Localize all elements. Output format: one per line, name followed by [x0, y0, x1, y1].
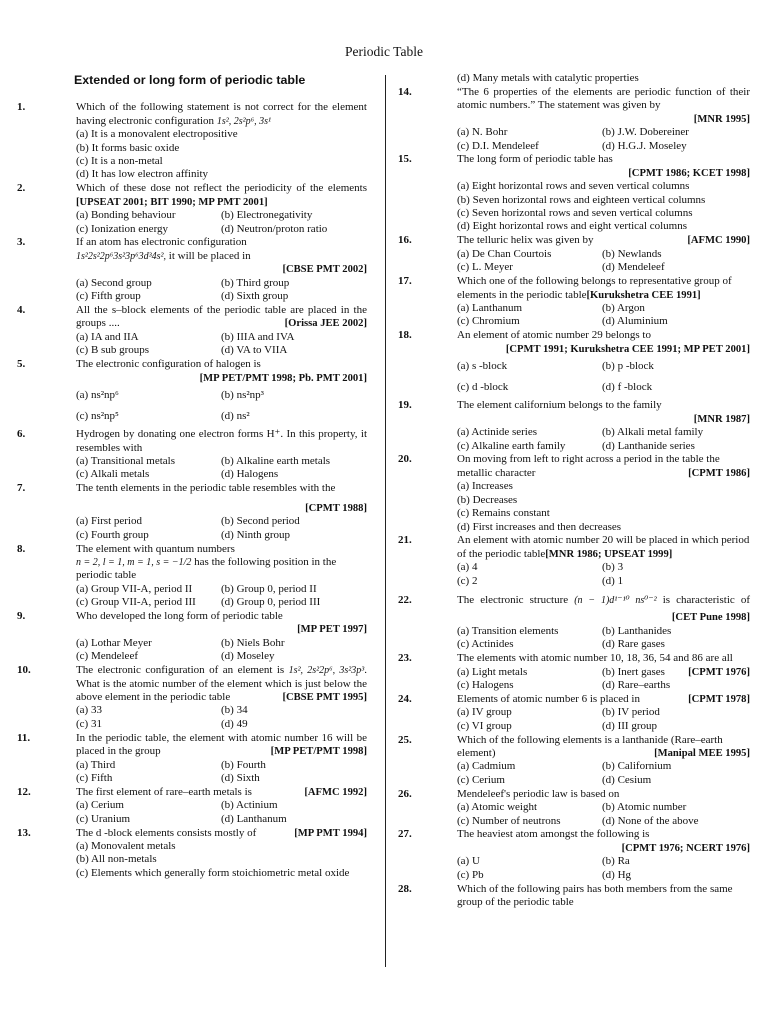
- option-c[interactable]: (c) L. Meyer: [457, 261, 513, 274]
- options: [76, 583, 367, 610]
- question-text: [457, 234, 750, 247]
- question-stem: An element with atomic number 20 will be placed in which period of the periodic table: [457, 534, 750, 560]
- option-b[interactable]: (b) Argon: [602, 301, 645, 314]
- question-5: [17, 358, 367, 428]
- question-7: [17, 482, 367, 542]
- question-formula: n = 2, l = 1, m = 1, s = −1/2: [76, 556, 192, 568]
- option-b[interactable]: (b) Actinium: [221, 799, 278, 812]
- question-text: [457, 788, 750, 801]
- option-b[interactable]: (b) Alkaline earth metals: [221, 455, 331, 468]
- question-source: [MNR 1986; UPSEAT 1999]: [545, 548, 673, 560]
- options: [76, 704, 367, 731]
- option-d[interactable]: (d) Sixth group: [221, 290, 289, 303]
- option-c[interactable]: (c) Seven horizontal rows and seven vertical columns: [457, 207, 693, 220]
- question-number: 28.: [398, 882, 412, 895]
- option-a[interactable]: (a) 33: [76, 704, 102, 717]
- question-formula: 1s², 2s²2p⁶, 3s²3p³: [288, 665, 365, 677]
- question-stem: Who developed the long form of periodic table: [76, 610, 283, 623]
- option-b[interactable]: (b) Second period: [221, 515, 300, 528]
- question-3: [17, 236, 367, 303]
- question-stem: The electronic configuration of an element is: [76, 664, 285, 677]
- option-b[interactable]: (b) Californium: [602, 760, 672, 773]
- options: [457, 561, 750, 588]
- option-b[interactable]: (b) IIIA and IVA: [221, 330, 295, 343]
- option-a[interactable]: (a) Transitional metals: [76, 455, 175, 468]
- page-title: Periodic Table: [345, 44, 423, 59]
- question-source: [CPMT 1986; KCET 1998]: [628, 167, 750, 179]
- question-formula: 1s²2s²2p⁶3s²3p⁶3d³4s²,: [76, 250, 167, 262]
- question-source: [Orissa JEE 2002]: [284, 318, 367, 330]
- option-c[interactable]: (c) Fifth: [76, 771, 113, 784]
- option-b[interactable]: (b) Seven horizontal rows and eighteen vertical columns: [457, 193, 706, 206]
- option-c[interactable]: (c) Uranium: [76, 812, 131, 825]
- option-b[interactable]: (b) Newlands: [602, 247, 662, 260]
- option-b[interactable]: (b) Inert gases: [602, 665, 665, 678]
- option-d[interactable]: (d) First increases and then decreases: [457, 520, 622, 533]
- option-c[interactable]: (c) Actinides: [457, 638, 514, 651]
- question-stem: The element with quantum numbers: [76, 542, 235, 555]
- question-number: 2.: [17, 182, 26, 195]
- question-source: [MNR 1987]: [693, 413, 750, 425]
- question-number: 11.: [17, 731, 31, 744]
- question-21: [398, 534, 750, 588]
- option-c[interactable]: (c) Chromium: [457, 315, 520, 328]
- options: [457, 302, 750, 329]
- option-a[interactable]: (a) ns²np⁶: [76, 388, 119, 401]
- question-14: [398, 86, 750, 153]
- question-number: 18.: [398, 329, 412, 342]
- question-24: [398, 693, 750, 733]
- option-a[interactable]: (a) Increases: [457, 480, 513, 493]
- options: [457, 760, 750, 787]
- question-stem: The telluric helix was given by: [457, 234, 594, 247]
- question-source: [MP PET 1997]: [297, 624, 367, 636]
- question-source: [MP PET/PMT 1998; Pb. PMT 2001]: [199, 372, 367, 384]
- question-stem-cont: . What is the atomic number of the element which is just below the above element in the periodic table: [76, 664, 367, 703]
- options: [457, 706, 750, 733]
- question-13: [17, 827, 367, 881]
- options: [457, 356, 750, 399]
- question-19: [398, 399, 750, 453]
- options: [76, 840, 367, 880]
- option-a[interactable]: (a) IA and IIA: [76, 330, 139, 343]
- option-a[interactable]: (a) Lothar Meyer: [76, 636, 152, 649]
- question-28: [398, 883, 750, 910]
- option-d[interactable]: (d) H.G.J. Moseley: [602, 139, 687, 152]
- question-number: 24.: [398, 692, 412, 705]
- option-b[interactable]: (b) Lanthanides: [602, 624, 672, 637]
- question-text: [457, 883, 750, 910]
- question-text: [76, 543, 367, 583]
- question-stem: The first element of rare–earth metals is: [76, 785, 252, 798]
- question-number: 15.: [398, 153, 412, 166]
- option-d[interactable]: (d) Rare–earths: [602, 678, 671, 691]
- question-26: [398, 788, 750, 828]
- option-d[interactable]: (d) Sixth: [221, 771, 260, 784]
- question-stem: The heaviest atom amongst the following is: [457, 828, 650, 841]
- option-c[interactable]: (c) D.I. Mendeleef: [457, 139, 539, 152]
- option-d[interactable]: (d) Moseley: [221, 650, 275, 663]
- options: [76, 385, 367, 428]
- question-formula: (n − 1)d¹⁻¹⁰ ns⁰⁻²: [574, 595, 657, 607]
- option-d[interactable]: (d) Lanthanide series: [602, 439, 695, 452]
- question-number: 21.: [398, 534, 412, 547]
- option-b[interactable]: (b) J.W. Dobereiner: [602, 126, 689, 139]
- option-a[interactable]: (a) Monovalent metals: [76, 839, 176, 852]
- question-number: 17.: [398, 275, 412, 288]
- question-4: [17, 304, 367, 358]
- question-number: 13.: [17, 826, 31, 839]
- question-source: [CPMT 1976; NCERT 1976]: [621, 842, 750, 854]
- question-text: [457, 399, 750, 426]
- options: [76, 455, 367, 482]
- question-source: [Manipal MEE 1995]: [654, 748, 750, 759]
- option-c[interactable]: (c) It is a non-metal: [76, 155, 163, 168]
- question-stem: The tenth elements in the periodic table resembles with the: [76, 482, 336, 495]
- option-d[interactable]: (d) Cesium: [602, 773, 652, 786]
- question-number: 3.: [17, 236, 26, 249]
- question-25: [398, 734, 750, 788]
- question-text: [457, 329, 750, 356]
- question-stem: Mendeleef's periodic law is based on: [457, 787, 620, 800]
- question-stem: Elements of atomic number 6 is placed in: [457, 692, 640, 705]
- option-d[interactable]: (d) Rare gases: [602, 638, 665, 651]
- option-a[interactable]: (a) Eight horizontal rows and seven vertical columns: [457, 180, 690, 193]
- option-d[interactable]: (d) ns²: [221, 410, 250, 423]
- option-b[interactable]: (b) Atomic number: [602, 801, 687, 814]
- question-stem: Which one of the following belongs to representative group of elements in the periodic table: [457, 275, 732, 301]
- question-text: [457, 153, 750, 180]
- question-text: [76, 482, 367, 515]
- option-b[interactable]: (b) Alkali metal family: [602, 426, 704, 439]
- question-text: [76, 827, 367, 840]
- option-b[interactable]: (b) IV period: [602, 706, 660, 719]
- question-number: 16.: [398, 234, 412, 247]
- question-16: [398, 234, 750, 274]
- question-source: [CPMT 1978]: [688, 693, 750, 705]
- option-a[interactable]: (a) It is a monovalent electropositive: [76, 128, 238, 141]
- options: [457, 625, 750, 652]
- option-d[interactable]: (d) VA to VIIA: [221, 344, 288, 357]
- question-text: [457, 453, 750, 480]
- option-d[interactable]: (d) Many metals with catalytic properties: [457, 72, 639, 84]
- question-number: 4.: [17, 304, 26, 316]
- question-text: [457, 86, 750, 126]
- option-b[interactable]: (b) ns²np³: [221, 388, 264, 401]
- option-d[interactable]: (d) Aluminium: [602, 315, 668, 328]
- question-number: 1.: [17, 101, 26, 114]
- options: [457, 72, 750, 85]
- question-stem: All the s–block elements of the periodic table are placed in the groups ....: [76, 304, 367, 330]
- question-source: [CPMT 1988]: [305, 502, 367, 514]
- option-c[interactable]: (c) Group VII-A, period III: [76, 596, 196, 609]
- question-number: 8.: [17, 542, 26, 555]
- option-d[interactable]: (d) Ninth group: [221, 528, 291, 541]
- option-c[interactable]: (c) Elements which generally form stoichiometric metal oxide: [76, 866, 350, 879]
- question-2: [17, 182, 367, 236]
- option-a[interactable]: (a) Lanthanum: [457, 301, 523, 314]
- question-number: 27.: [398, 828, 412, 841]
- question-10: [17, 664, 367, 731]
- question-text: [76, 732, 367, 759]
- option-a[interactable]: (a) Bonding behaviour: [76, 209, 176, 222]
- options: [76, 515, 367, 542]
- option-a[interactable]: (a) Transition elements: [457, 624, 559, 637]
- question-number: 6.: [17, 428, 26, 441]
- option-d[interactable]: (d) Neutron/proton ratio: [221, 222, 328, 235]
- question-text: [457, 693, 750, 706]
- question-number: 9.: [17, 610, 26, 623]
- question-23: [398, 652, 750, 692]
- options: [76, 128, 367, 182]
- option-a[interactable]: (a) Cadmium: [457, 760, 516, 773]
- option-a[interactable]: (a) Second group: [76, 276, 152, 289]
- option-b[interactable]: (b) p -block: [602, 360, 654, 373]
- options: [76, 637, 367, 664]
- question-stem-cont: is characteristic of: [662, 594, 751, 607]
- section-heading: Extended or long form of periodic table: [74, 73, 306, 87]
- option-d[interactable]: (d) None of the above: [602, 814, 699, 827]
- left-column: [17, 72, 367, 881]
- question-9: [17, 610, 367, 664]
- option-d[interactable]: (d) Hg: [602, 868, 632, 881]
- question-text: [76, 358, 367, 385]
- options: [76, 277, 367, 304]
- question-text: [76, 101, 367, 128]
- right-column: [398, 72, 750, 910]
- question-stem: Which of these dose not reflect the periodicity of the elements: [76, 182, 367, 195]
- option-b[interactable]: (b) 34: [221, 704, 248, 717]
- option-d[interactable]: (d) Group 0, period III: [221, 596, 321, 609]
- question-text: [76, 786, 367, 799]
- question-stem: The electronic structure: [457, 594, 569, 607]
- question-22: [398, 594, 750, 652]
- question-number: 7.: [17, 482, 26, 495]
- option-a[interactable]: (a) Actinide series: [457, 426, 538, 439]
- question-27: [398, 828, 750, 882]
- question-1: [17, 101, 367, 181]
- options: [457, 480, 750, 534]
- option-a[interactable]: (a) Group VII-A, period II: [76, 582, 193, 595]
- option-c[interactable]: (c) B sub groups: [76, 344, 150, 357]
- question-number: 14.: [398, 85, 412, 98]
- option-c[interactable]: (c) Remains constant: [457, 507, 550, 520]
- question-20: [398, 453, 750, 533]
- question-number: 5.: [17, 358, 26, 371]
- options: [76, 799, 367, 826]
- question-stem: The elements with atomic number 10, 18, 36, 54 and 86 are all: [457, 652, 733, 665]
- option-d[interactable]: (d) f -block: [602, 381, 653, 394]
- option-c[interactable]: (c) ns²np⁵: [76, 410, 119, 423]
- option-a[interactable]: (a) Third: [76, 758, 116, 771]
- option-d[interactable]: (d) III group: [602, 719, 657, 732]
- option-c[interactable]: (c) Fifth group: [76, 290, 141, 303]
- option-a[interactable]: (a) De Chan Courtois: [457, 247, 552, 260]
- option-c[interactable]: (c) Cerium: [457, 773, 505, 786]
- question-18: [398, 329, 750, 399]
- question-source: [CPMT 1976]: [688, 666, 750, 678]
- question-number: 19.: [398, 399, 412, 412]
- question-17: [398, 275, 750, 329]
- option-b[interactable]: (b) Fourth: [221, 758, 266, 771]
- question-stem: If an atom has electronic configuration: [76, 236, 247, 249]
- option-c[interactable]: (c) Ionization energy: [76, 222, 169, 235]
- question-11: [17, 732, 367, 786]
- option-c[interactable]: (c) Number of neutrons: [457, 814, 561, 827]
- option-d[interactable]: (d) Mendeleef: [602, 261, 665, 274]
- option-c[interactable]: (c) Fourth group: [76, 528, 149, 541]
- question-number: 23.: [398, 652, 412, 665]
- question-source: [MP PMT 1994]: [294, 827, 367, 839]
- question-formula: 1s², 2s²p⁶, 3s¹: [216, 115, 271, 127]
- question-6: [17, 428, 367, 482]
- option-d[interactable]: (d) 49: [221, 717, 248, 730]
- option-b[interactable]: (b) Group 0, period II: [221, 582, 317, 595]
- options: [457, 801, 750, 828]
- question-text: [457, 275, 750, 302]
- question-number: 26.: [398, 787, 412, 800]
- question-stem-cont: has the following position in the periodic table: [76, 555, 337, 582]
- question-text: [76, 428, 367, 455]
- question-text: [76, 610, 367, 637]
- option-c[interactable]: (c) Mendeleef: [76, 650, 138, 663]
- option-c[interactable]: (c) d -block: [457, 381, 509, 394]
- options: [76, 331, 367, 358]
- question-text: [457, 734, 750, 761]
- question-stem: Which of the following statement is not correct for the element having electronic configuration: [76, 101, 367, 127]
- question-text: [457, 534, 750, 561]
- option-a[interactable]: (a) Cerium: [76, 799, 124, 812]
- question-text: [457, 594, 750, 607]
- question-stem: “The 6 properties of the elements are periodic function of their atomic numbers.” The statement was given by: [457, 85, 750, 112]
- options: [457, 666, 688, 693]
- question-source: [MNR 1995]: [693, 113, 750, 125]
- question-stem-cont: it will be placed in: [168, 249, 251, 262]
- option-b[interactable]: (b) Ra: [602, 855, 630, 868]
- question-text: [76, 236, 367, 276]
- option-b[interactable]: (b) 3: [602, 561, 624, 574]
- question-stem: Which of the following pairs has both members from the same group of the periodic table: [457, 882, 733, 908]
- question-text: [76, 664, 367, 704]
- question-number: 12.: [17, 785, 31, 798]
- option-a[interactable]: (a) s -block: [457, 360, 508, 373]
- question-text: [76, 182, 367, 209]
- option-c[interactable]: (c) 31: [76, 717, 102, 730]
- question-13-continued: [398, 72, 750, 85]
- options: [457, 126, 750, 153]
- option-b[interactable]: (b) Electronegativity: [221, 209, 313, 222]
- option-d[interactable]: (d) 1: [602, 574, 624, 587]
- column-divider: [385, 75, 386, 967]
- question-stem: An element of atomic number 29 belongs to: [457, 329, 651, 342]
- options: [76, 759, 367, 786]
- question-source: [CBSE PMT 1995]: [282, 691, 367, 703]
- option-c[interactable]: (c) VI group: [457, 719, 512, 732]
- question-stem: Which of the following elements is a lanthanide (Rare–earth element): [457, 733, 723, 759]
- question-stem: In the periodic table, the element with atomic number 16 will be placed in the group: [76, 731, 367, 758]
- option-b[interactable]: (b) All non-metals: [76, 853, 157, 866]
- question-stem: The element californium belongs to the family: [457, 399, 662, 412]
- option-c[interactable]: (c) Halogens: [457, 678, 514, 691]
- option-a[interactable]: (a) Atomic weight: [457, 801, 538, 814]
- question-number: 20.: [398, 453, 412, 466]
- options: [457, 426, 750, 453]
- option-a[interactable]: (a) First period: [76, 515, 142, 528]
- option-b[interactable]: (b) Decreases: [457, 493, 518, 506]
- question-source: [UPSEAT 2001; BIT 1990; MP PMT 2001]: [76, 196, 268, 208]
- option-a[interactable]: (a) U: [457, 855, 480, 868]
- options: [76, 209, 367, 236]
- option-c[interactable]: (c) 2: [457, 574, 478, 587]
- question-text: [457, 828, 750, 855]
- question-source: [CBSE PMT 2002]: [282, 264, 367, 276]
- option-a[interactable]: (a) IV group: [457, 706, 512, 719]
- option-b[interactable]: (b) It forms basic oxide: [76, 141, 180, 154]
- question-stem: The long form of periodic table has: [457, 153, 613, 166]
- question-15: [398, 153, 750, 233]
- option-b[interactable]: (b) Third group: [221, 276, 290, 289]
- options: [457, 180, 750, 234]
- question-source: [AFMC 1992]: [304, 786, 367, 798]
- question-source: [CET Pune 1998]: [671, 612, 750, 624]
- question-source: [MP PET/PMT 1998]: [270, 746, 367, 758]
- option-d[interactable]: (d) It has low electron affinity: [76, 168, 209, 181]
- question-source: [CPMT 1991; Kurukshetra CEE 1991; MP PET 2001]: [505, 343, 750, 355]
- question-source: [CPMT 1986]: [688, 467, 750, 479]
- option-d[interactable]: (d) Lanthanum: [221, 812, 287, 825]
- option-a[interactable]: (a) N. Bohr: [457, 126, 508, 139]
- option-a[interactable]: (a) 4: [457, 561, 478, 574]
- question-stem: The electronic configuration of halogen is: [76, 358, 261, 371]
- question-12: [17, 786, 367, 826]
- option-c[interactable]: (c) Alkali metals: [76, 468, 150, 481]
- option-b[interactable]: (b) Niels Bohr: [221, 636, 285, 649]
- question-stem: Hydrogen by donating one electron forms H⁺. In this property, it resembles with: [76, 428, 367, 454]
- option-a[interactable]: (a) Light metals: [457, 665, 528, 678]
- option-c[interactable]: (c) Pb: [457, 868, 484, 881]
- option-d[interactable]: (d) Eight horizontal rows and eight vertical columns: [457, 220, 688, 233]
- question-text: [76, 304, 367, 331]
- question-number: 22.: [398, 594, 412, 607]
- question-stem: On moving from left to right across a period in the table the metallic character: [457, 453, 720, 479]
- options: [457, 248, 750, 275]
- question-number: 10.: [17, 664, 31, 677]
- question-stem: The d -block elements consists mostly of: [76, 826, 257, 839]
- question-number: 25.: [398, 733, 412, 746]
- question-source: [Kurukshetra CEE 1991]: [586, 289, 701, 301]
- question-8: [17, 543, 367, 610]
- option-c[interactable]: (c) Alkaline earth family: [457, 439, 566, 452]
- options: [457, 855, 750, 882]
- question-source: [AFMC 1990]: [687, 235, 750, 247]
- option-d[interactable]: (d) Halogens: [221, 468, 279, 481]
